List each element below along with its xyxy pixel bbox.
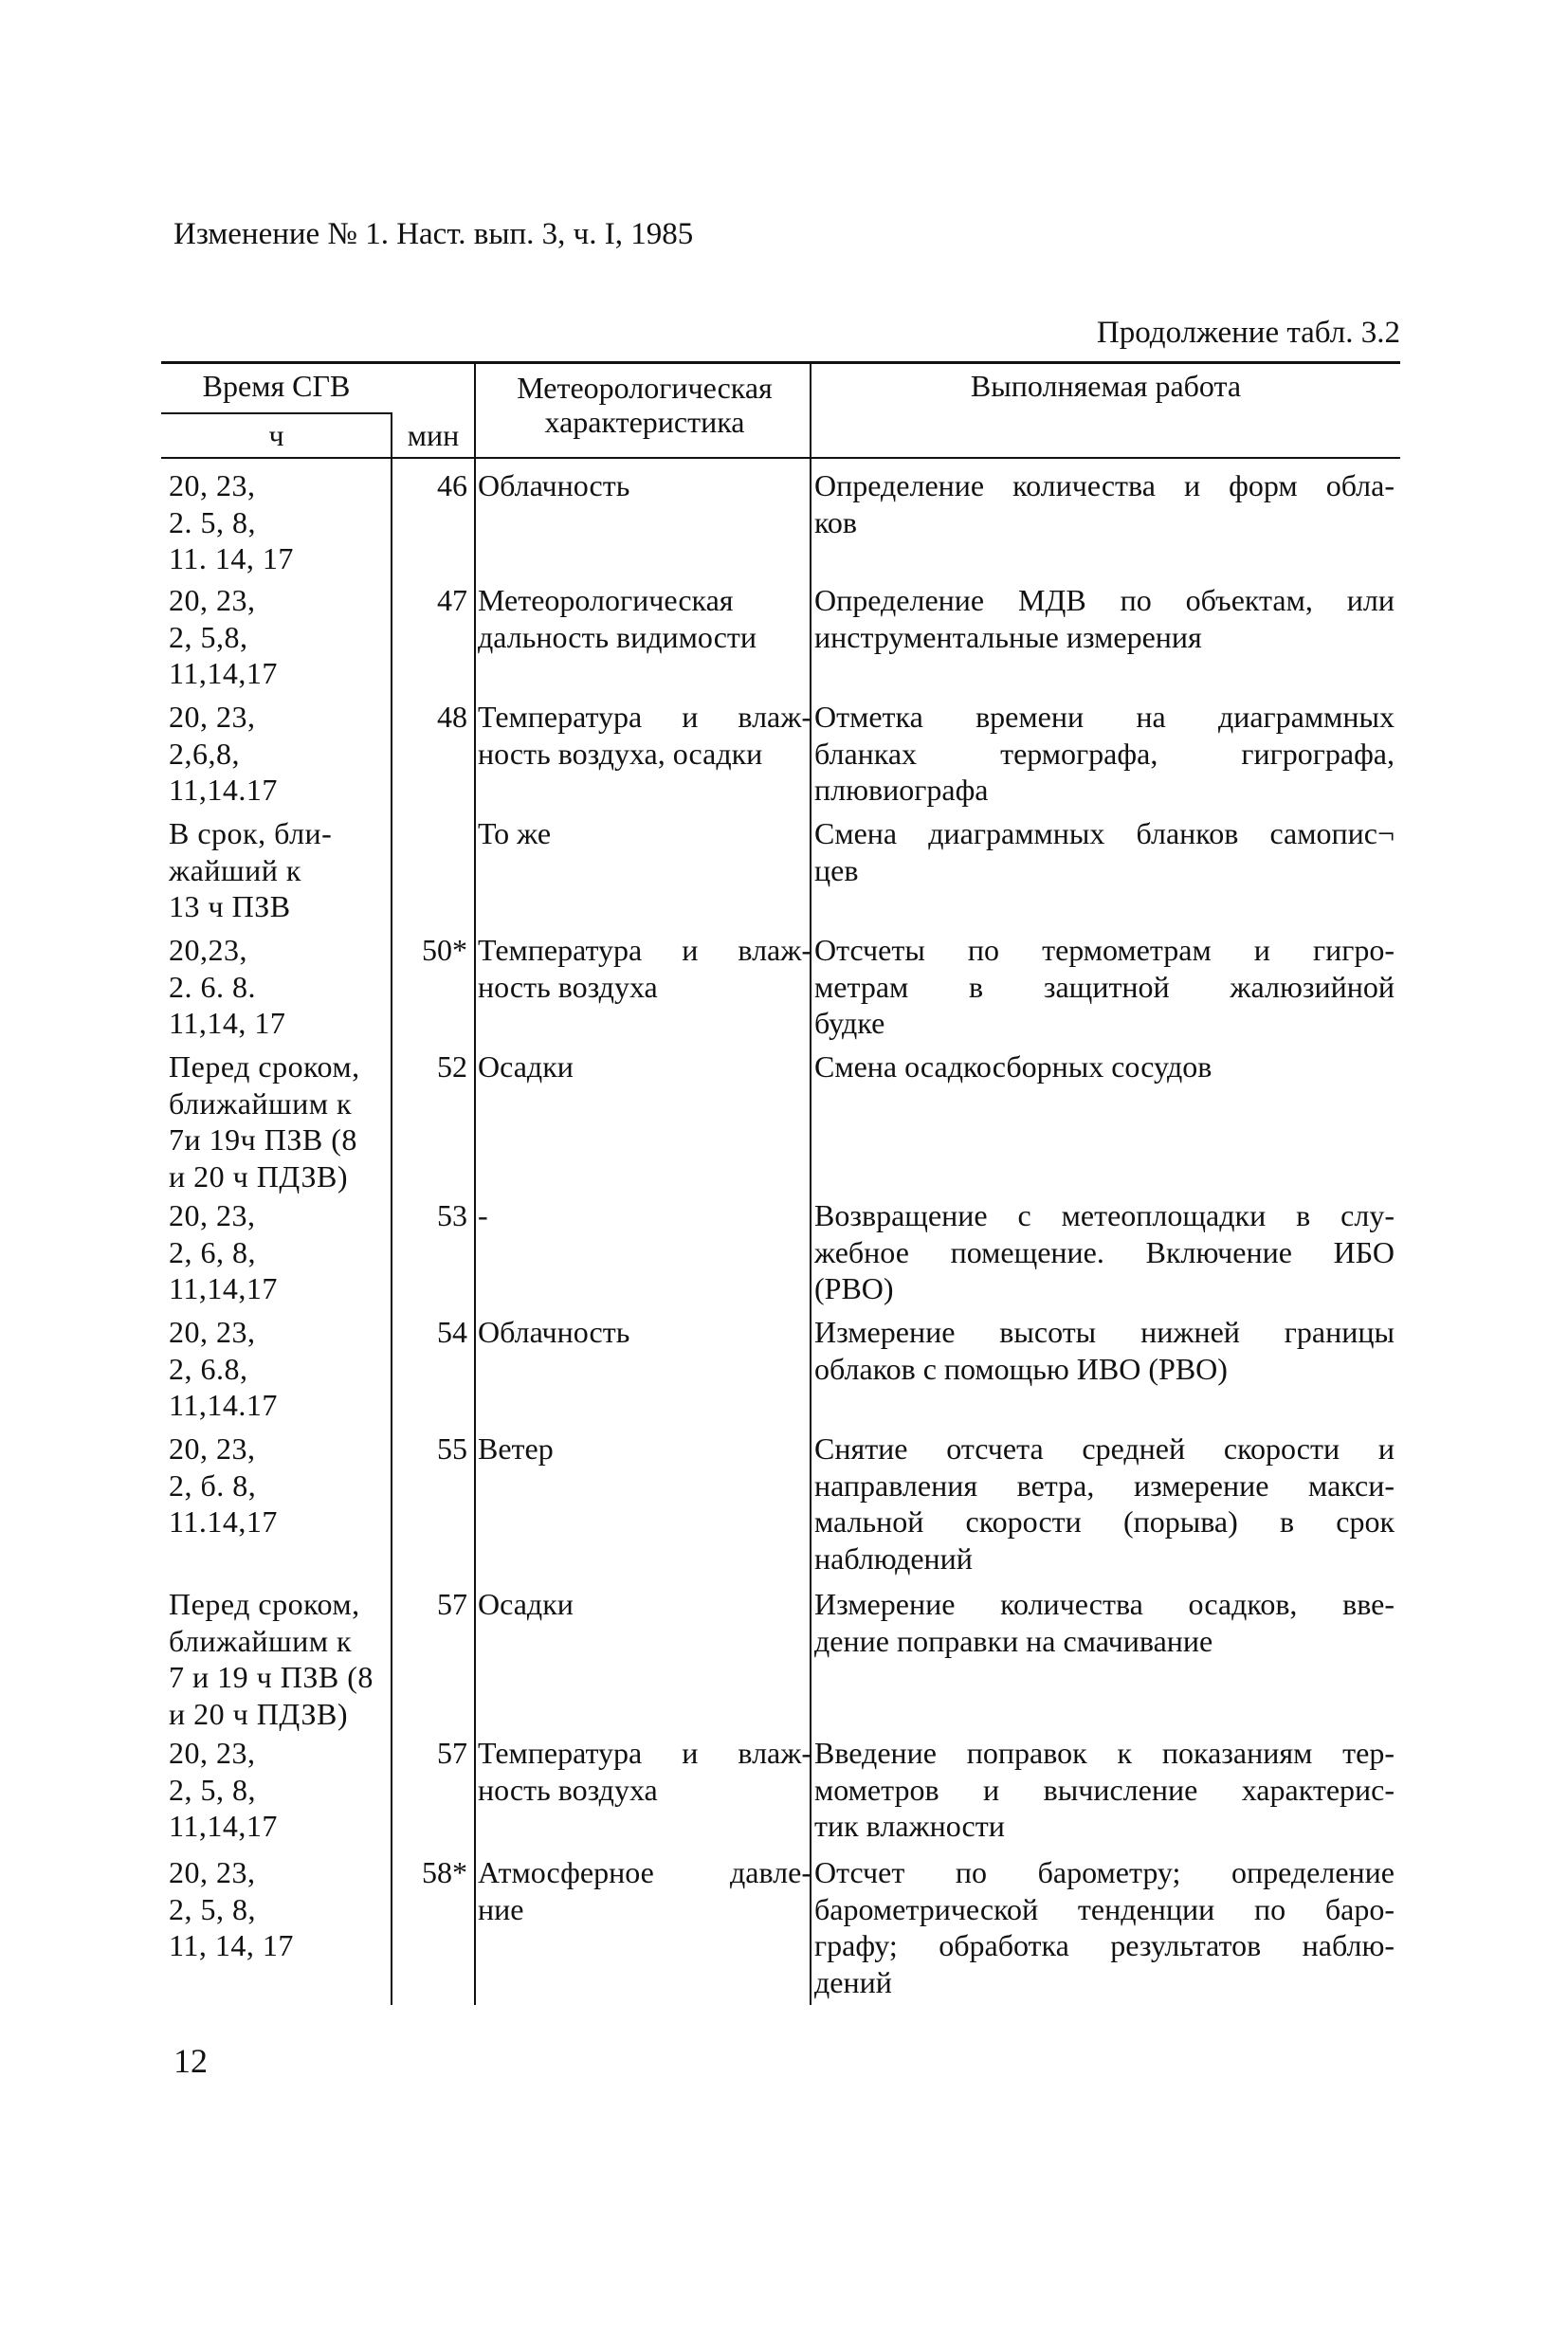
work-cell-line: мальной скорости (порыва) в срок — [814, 1504, 1395, 1539]
work-cell-line: барометрической тенденции по баро- — [814, 1891, 1395, 1926]
characteristic-cell-line: Облачность — [478, 1315, 630, 1349]
hours-cell-line: 20, 23, — [169, 1431, 256, 1466]
characteristic-cell-line: Температура и влаж- — [478, 700, 811, 734]
hours-cell — [169, 932, 389, 1042]
header-characteristic: Метеорологическая характеристика — [517, 371, 773, 439]
work-cell-line: Измерение высоты нижней границы — [814, 1315, 1395, 1349]
characteristic-cell — [478, 815, 811, 852]
characteristic-cell-line: ность воздуха, осадки — [478, 736, 763, 771]
hours-cell-line: 13 ч ПЗВ — [169, 889, 291, 923]
header-work: Выполняемая работа — [970, 369, 1242, 403]
hours-cell-line: 11,14.17 — [169, 1388, 278, 1422]
work-cell-line: Отсчеты по термометрам и гигро- — [814, 933, 1395, 967]
work-cell-line: бланках термографа, гигрографа, — [814, 736, 1395, 771]
hours-cell-line: 20, 23, — [169, 1736, 256, 1770]
work-cell-line: жебное помещение. Включение ИБО — [814, 1234, 1395, 1269]
hours-cell — [169, 1735, 389, 1845]
work-cell-line: направления ветра, измерение макси- — [814, 1467, 1395, 1503]
table-top-rule — [161, 361, 1400, 364]
work-cell-line: плювиографа — [814, 773, 989, 807]
work-cell-line: инструментальные измерения — [814, 619, 1202, 654]
work-cell-line: Определение МДВ по объектам, или — [814, 583, 1395, 617]
characteristic-cell — [478, 1735, 811, 1808]
work-cell — [814, 582, 1395, 655]
work-cell — [814, 1431, 1395, 1576]
hours-cell — [169, 467, 389, 577]
minutes-cell: 50* — [422, 933, 467, 967]
characteristic-cell — [478, 1197, 811, 1234]
hours-cell — [169, 1586, 389, 1732]
header-minutes: мин — [407, 418, 460, 452]
hours-cell-line: В срок, бли- — [169, 816, 333, 850]
characteristic-cell — [478, 582, 811, 655]
hours-cell-line: 11,14,17 — [169, 1271, 278, 1305]
work-cell — [814, 1048, 1395, 1085]
work-cell-line: будке — [814, 1006, 885, 1040]
work-cell-line: Введение поправок к показаниям тер- — [814, 1736, 1395, 1770]
hours-cell-line: 7и 19ч ПЗВ (8 — [169, 1122, 357, 1157]
hours-cell-line: 2, 5, 8, — [169, 1772, 256, 1807]
work-cell — [814, 1735, 1395, 1845]
characteristic-cell-line: Ветер — [478, 1431, 554, 1466]
hours-cell-line: 2, б. 8, — [169, 1467, 257, 1503]
hours-cell-line: 20, 23, — [169, 583, 256, 617]
minutes-cell: 54 — [437, 1315, 467, 1349]
hours-cell-line: 2, 6.8, — [169, 1351, 248, 1386]
hours-cell-line: 2, 5, 8, — [169, 1891, 256, 1926]
page-number: 12 — [173, 2042, 208, 2080]
minutes-cell: 53 — [437, 1198, 467, 1232]
header-bottom-rule — [161, 457, 1400, 459]
work-cell-line: Снятие отсчета средней скорости и — [814, 1431, 1395, 1466]
hours-cell-line: 20, 23, — [169, 700, 256, 734]
work-cell-line: мометров и вычисление характерис- — [814, 1772, 1395, 1807]
work-cell-line: облаков с помощью ИВО (РВО) — [814, 1351, 1228, 1386]
work-cell-line: (РВО) — [814, 1271, 894, 1305]
minutes-cell: 48 — [437, 700, 467, 734]
table-continuation-label: Продолжение табл. 3.2 — [1096, 316, 1400, 350]
hours-cell-line: 2,6,8, — [169, 736, 240, 771]
work-cell-line: графу; обработка результатов наблю- — [814, 1928, 1395, 1962]
characteristic-cell-line: Осадки — [478, 1587, 574, 1621]
work-cell — [814, 699, 1395, 809]
header-time-group: Время СГВ — [202, 369, 351, 403]
minutes-cell: 57 — [437, 1736, 467, 1770]
work-cell-line: Возвращение с метеоплощадки в слу- — [814, 1198, 1395, 1232]
hours-cell-line: 2. 5, 8, — [169, 504, 256, 539]
hours-cell-line: 20, 23, — [169, 468, 256, 502]
hours-cell-line: 2, 6, 8, — [169, 1234, 256, 1269]
work-cell-line: дение поправки на смачивание — [814, 1623, 1213, 1658]
characteristic-cell — [478, 1854, 811, 1927]
hours-cell — [169, 582, 389, 692]
hours-cell-line: ближайшим к — [169, 1623, 353, 1658]
work-cell — [814, 932, 1395, 1042]
hours-cell-line: 11,14.17 — [169, 773, 278, 807]
hours-cell-line: 11,14,17 — [169, 1809, 278, 1843]
hours-cell-line: 20, 23, — [169, 1315, 256, 1349]
characteristic-cell-line: ность воздуха — [478, 1772, 658, 1807]
minutes-cell: 58* — [422, 1855, 467, 1889]
characteristic-cell — [478, 1431, 811, 1467]
work-cell-line: цев — [814, 852, 859, 887]
work-cell-line: Отметка времени на диаграммных — [814, 700, 1395, 734]
characteristic-cell — [478, 1314, 811, 1351]
characteristic-cell-line: Атмосферное давле- — [478, 1855, 811, 1889]
characteristic-cell-line: Температура и влаж- — [478, 1736, 811, 1770]
hours-cell — [169, 1314, 389, 1424]
hours-cell-line: Перед сроком, — [169, 1049, 360, 1084]
work-cell-line: ков — [814, 504, 858, 539]
hours-cell-line: Перед сроком, — [169, 1587, 360, 1621]
hours-cell-line: жайший к — [169, 852, 301, 887]
characteristic-cell-line: ность воздуха — [478, 969, 658, 1004]
work-cell — [814, 815, 1395, 888]
work-cell — [814, 1586, 1395, 1659]
minutes-cell: 52 — [437, 1049, 467, 1084]
minutes-cell: 46 — [437, 468, 467, 502]
characteristic-cell — [478, 932, 811, 1005]
characteristic-cell-line: Температура и влаж- — [478, 933, 811, 967]
characteristic-cell — [478, 699, 811, 772]
characteristic-cell-line: дальность видимости — [478, 619, 757, 654]
hours-cell-line: и 20 ч ПДЗВ) — [169, 1696, 348, 1731]
work-cell-line: метрам в защитной жалюзийной — [814, 969, 1395, 1004]
hours-cell-line: 7 и 19 ч ПЗВ (8 — [169, 1660, 374, 1694]
work-cell-line: Отсчет по барометру; определение — [814, 1855, 1395, 1889]
document-header: Изменение № 1. Наст. вып. 3, ч. I, 1985 — [173, 217, 694, 251]
column-divider — [474, 361, 476, 2005]
header-hours: ч — [268, 418, 284, 452]
hours-cell-line: ближайшим к — [169, 1085, 353, 1121]
work-cell — [814, 1314, 1395, 1387]
hours-cell-line: 20,23, — [169, 933, 247, 967]
work-cell-line: Измерение количества осадков, вве- — [814, 1587, 1395, 1621]
hours-cell-line: 11,14,17 — [169, 656, 278, 690]
characteristic-cell — [478, 467, 811, 504]
hours-cell — [169, 1854, 389, 1964]
characteristic-cell — [478, 1048, 811, 1085]
hours-cell-line: 20, 23, — [169, 1198, 256, 1232]
characteristic-cell-line: Облачность — [478, 468, 630, 502]
minutes-cell: 55 — [437, 1431, 467, 1466]
hours-cell — [169, 1197, 389, 1307]
hours-cell — [169, 699, 389, 809]
hours-cell-line: 11,14, 17 — [169, 1006, 286, 1040]
schedule-table — [161, 361, 1400, 2005]
work-cell — [814, 1197, 1395, 1307]
characteristic-cell-line: Метеорологическая — [478, 583, 734, 617]
work-cell-line: дений — [814, 1964, 892, 1999]
minutes-cell: 47 — [437, 583, 467, 617]
hours-cell-line: 2, 5,8, — [169, 619, 248, 654]
hours-cell-line: 20, 23, — [169, 1855, 256, 1889]
characteristic-cell-line: Осадки — [478, 1049, 574, 1084]
work-cell-line: тик влажности — [814, 1809, 1005, 1843]
hours-cell — [169, 815, 389, 925]
header-subrule — [161, 412, 392, 414]
hours-cell — [169, 1431, 389, 1540]
work-cell-line: Определение количества и форм обла- — [814, 468, 1395, 502]
work-cell-line: Смена осадкосборных сосудов — [814, 1049, 1212, 1084]
work-cell-line: наблюдений — [814, 1540, 973, 1576]
characteristic-cell-line: То же — [478, 816, 552, 850]
hours-cell-line: и 20 ч ПДЗВ) — [169, 1158, 348, 1194]
hours-cell-line: 11, 14, 17 — [169, 1928, 294, 1962]
characteristic-cell-line: - — [478, 1198, 488, 1232]
hours-cell — [169, 1048, 389, 1194]
characteristic-cell — [478, 1586, 811, 1623]
hours-cell-line: 11.14,17 — [169, 1504, 278, 1539]
hours-cell-line: 11. 14, 17 — [169, 541, 294, 575]
work-cell-line: Смена диаграммных бланков самопис¬ — [814, 816, 1395, 850]
work-cell — [814, 1854, 1395, 2000]
hours-cell-line: 2. 6. 8. — [169, 969, 256, 1004]
minutes-cell: 57 — [437, 1587, 467, 1621]
characteristic-cell-line: ние — [478, 1891, 524, 1926]
work-cell — [814, 467, 1395, 540]
